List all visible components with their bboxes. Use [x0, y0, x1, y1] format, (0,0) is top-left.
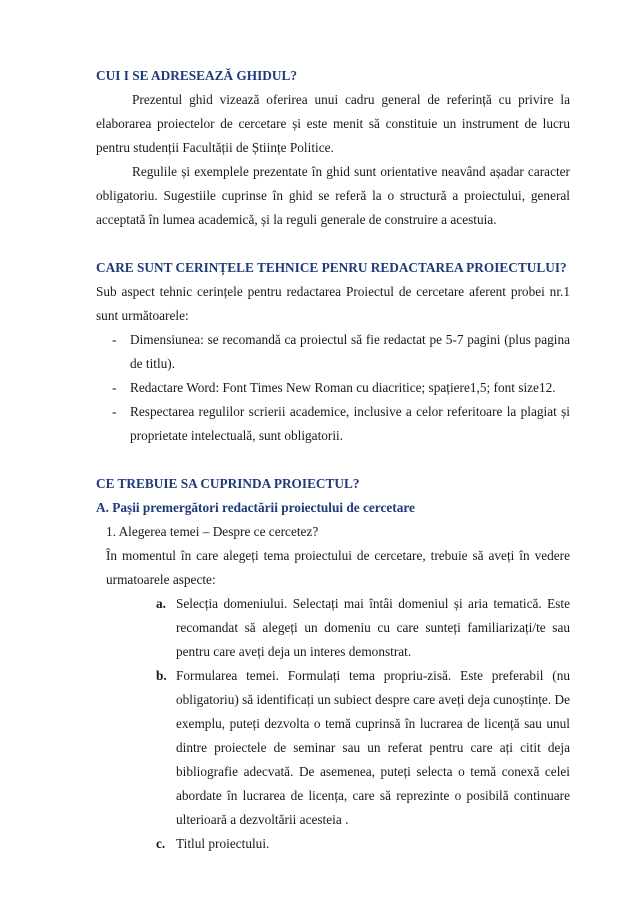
- section-heading-technical: CARE SUNT CERINȚELE TEHNICE PENRU REDACTAREA PROIECTULUI?: [96, 260, 567, 275]
- document-page: [96, 64, 570, 856]
- section-heading-contents: CE TREBUIE SA CUPRINDA PROIECTUL?: [96, 476, 360, 491]
- item-marker: a.: [156, 596, 166, 611]
- list-item: - Respectarea regulilor scrierii academice, inclusive a celor referitoare la plagiat și proprietate intelectuală, sunt obligatorii.: [96, 400, 570, 448]
- step-title: 1. Alegerea temei – Despre ce cercetez?: [106, 524, 319, 539]
- dash-bullet: -: [112, 332, 117, 347]
- subsection-heading: A. Pașii premergători redactării proiectului de cercetare: [96, 500, 415, 515]
- technical-requirements-list: [96, 328, 570, 448]
- paragraph-rules: Regulile și exemplele prezentate în ghid sunt orientative neavând așadar caracter obligatoriu. Sugestiile cuprinse în ghid se referă la o structură a proiectului, general acceptată în lumea academică, și la reguli generale de construire a acestuia.: [96, 164, 570, 227]
- item-marker: b.: [156, 668, 167, 683]
- paragraph-technical-intro: Sub aspect tehnic cerințele pentru redactarea Proiectul de cercetare aferent probei nr.1 sunt următoarele:: [96, 284, 570, 323]
- dash-bullet: -: [112, 404, 117, 419]
- step-intro: În momentul în care alegeți tema proiectului de cercetare, trebuie să aveți în vedere urmatoarele aspecte:: [106, 548, 570, 587]
- paragraph-purpose: Prezentul ghid vizează oferirea unui cadru general de referință cu privire la elaborarea proiectelor de cercetare și este menit să constituie un instrument de lucru pentru studenții Facultății de Științe Politice.: [96, 92, 570, 155]
- section-heading-audience: CUI I SE ADRESEAZĂ GHIDUL?: [96, 68, 297, 83]
- list-item: c. Titlul proiectului.: [96, 832, 570, 856]
- spacer: [96, 448, 570, 472]
- spacer: [96, 232, 570, 256]
- list-item: - Dimensiunea: se recomandă ca proiectul să fie redactat pe 5-7 pagini (plus pagina de titlu).: [96, 328, 570, 376]
- list-item: - Redactare Word: Font Times New Roman cu diacritice; spațiere1,5; font size12.: [96, 376, 570, 400]
- aspects-list: [96, 592, 570, 856]
- item-marker: c.: [156, 836, 166, 851]
- list-item: b. Formularea temei. Formulați tema propriu-zisă. Este preferabil (nu obligatoriu) să identificați un subiect despre care aveți deja cunoștințe. De exemplu, puteți dezvolta o temă cuprinsă în lucrarea de licență sau unul dintre proiectele de seminar sau un referat pentru care ați citit deja bibliografie adecvată. De asemenea, puteți selecta o temă conexă celei abordate în lucrarea de licența, care să reprezinte o posibilă continuare ulterioară a dezvoltării acesteia .: [96, 664, 570, 832]
- list-item: a. Selecția domeniului. Selectați mai întâi domeniul și aria tematică. Este recomandat să alegeți un domeniu cu care sunteți familiarizați/te sau pentru care aveți deja un interes demonstrat.: [96, 592, 570, 664]
- dash-bullet: -: [112, 380, 117, 395]
